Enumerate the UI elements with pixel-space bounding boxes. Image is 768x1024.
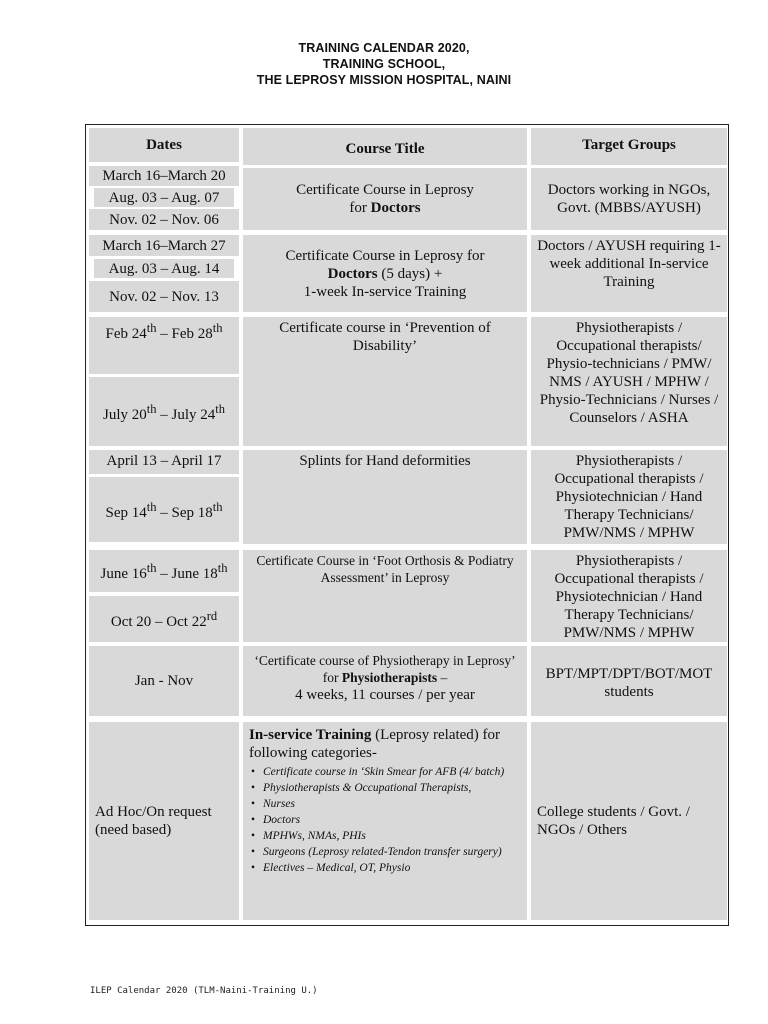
- row-1-date-1: March 16–March 20: [89, 166, 239, 186]
- document-title: [0, 40, 768, 88]
- row-4-date-1: April 13 – April 17: [89, 450, 239, 474]
- list-item: • Electives – Medical, OT, Physio: [249, 860, 521, 876]
- row-6-course-emphasis: Physiotherapists: [341, 670, 438, 685]
- row-2-course-line-3: 1-week In-service Training: [303, 283, 467, 300]
- row-1-course-title: [243, 168, 527, 230]
- row-2-course-title: [243, 235, 527, 312]
- list-item: • Surgeons (Leprosy related-Tendon transfer surgery): [249, 844, 521, 860]
- list-item: • Nurses: [249, 796, 521, 812]
- row-1-course-emphasis: Doctors: [370, 200, 421, 216]
- row-1-course-line-1: Certificate Course in Leprosy: [296, 182, 474, 198]
- row-5-course-title: Certificate Course in ‘Foot Orthosis & Podiatry Assessment’ in Leprosy: [243, 550, 527, 642]
- training-calendar-table: [85, 124, 729, 926]
- row-4-course-title: Splints for Hand deformities: [243, 450, 527, 544]
- row-7-date-1: Ad Hoc/On request (need based): [89, 722, 239, 920]
- row-5-date-1: June 16th – June 18th: [89, 550, 239, 592]
- row-6-course-line-1: ‘Certificate course of Physiotherapy in Leprosy’ for: [254, 653, 516, 685]
- title-line-3: THE LEPROSY MISSION HOSPITAL, NAINI: [256, 73, 512, 87]
- row-7-target-groups: College students / Govt. / NGOs / Others: [531, 722, 727, 920]
- row-2-date-1: March 16–March 27: [89, 235, 239, 256]
- row-2-course-emphasis: Doctors: [327, 265, 378, 282]
- row-2-course-line-2: (5 days) +: [377, 265, 443, 282]
- row-1-date-2: Aug. 03 – Aug. 07: [94, 188, 234, 207]
- row-7-course-emphasis: In-service Training: [249, 727, 372, 743]
- list-item: • Doctors: [249, 812, 521, 828]
- list-item: • MPHWs, NMAs, PHIs: [249, 828, 521, 844]
- row-3-course-title: Certificate course in ‘Prevention of Disability’: [243, 317, 527, 446]
- column-header-dates: Dates: [89, 128, 239, 162]
- list-item: • Physiotherapists & Occupational Therapists,: [249, 780, 521, 796]
- row-1-date-3: Nov. 02 – Nov. 06: [89, 209, 239, 230]
- row-4-target-groups: Physiotherapists / Occupational therapists / Physiotechnician / Hand Therapy Technicians/ PMW/NMS / MPHW: [531, 450, 727, 544]
- row-3-date-1: Feb 24th – Feb 28th: [89, 317, 239, 374]
- title-line-2: TRAINING SCHOOL,: [322, 57, 446, 71]
- row-7-course-title: [243, 722, 527, 920]
- row-6-course-line-2: –: [437, 670, 448, 685]
- row-1-target-groups: Doctors working in NGOs, Govt. (MBBS/AYUSH): [531, 168, 727, 230]
- title-line-1: TRAINING CALENDAR 2020,: [298, 41, 470, 55]
- list-item: • Certificate course in ‘Skin Smear for AFB (4/ batch): [249, 764, 521, 780]
- column-header-course-title: Course Title: [243, 128, 527, 165]
- row-2-date-2: Aug. 03 – Aug. 14: [94, 259, 234, 278]
- row-4-date-2: Sep 14th – Sep 18th: [89, 477, 239, 542]
- row-2-course-line-1: Certificate Course in Leprosy for: [285, 247, 485, 264]
- column-header-target-groups: Target Groups: [531, 128, 727, 165]
- page-footer: ILEP Calendar 2020 (TLM-Naini-Training U.): [90, 986, 318, 996]
- row-6-date-1: Jan - Nov: [89, 646, 239, 716]
- row-5-target-groups: Physiotherapists / Occupational therapists / Physiotechnician / Hand Therapy Technicians/ PMW/NMS / MPHW: [531, 550, 727, 642]
- row-2-date-3: Nov. 02 – Nov. 13: [89, 281, 239, 312]
- row-7-course-intro: (Leprosy related) for following categories-: [249, 727, 501, 761]
- row-5-date-2: Oct 20 – Oct 22rd: [89, 596, 239, 642]
- row-2-target-groups: Doctors / AYUSH requiring 1-week additional In-service Training: [531, 235, 727, 312]
- row-3-date-2: July 20th – July 24th: [89, 377, 239, 446]
- row-3-target-groups: Physiotherapists / Occupational therapists/ Physio-technicians / PMW/ NMS / AYUSH / MPHW / Physio-Technicians / Nurses / Counselors / ASHA: [531, 317, 727, 446]
- in-service-categories-list: [249, 764, 521, 876]
- row-6-target-groups: BPT/MPT/DPT/BOT/MOT students: [531, 646, 727, 716]
- row-6-course-line-3: 4 weeks, 11 courses / per year: [295, 687, 475, 703]
- row-6-course-title: [243, 646, 527, 716]
- row-1-course-line-2: for: [349, 200, 371, 216]
